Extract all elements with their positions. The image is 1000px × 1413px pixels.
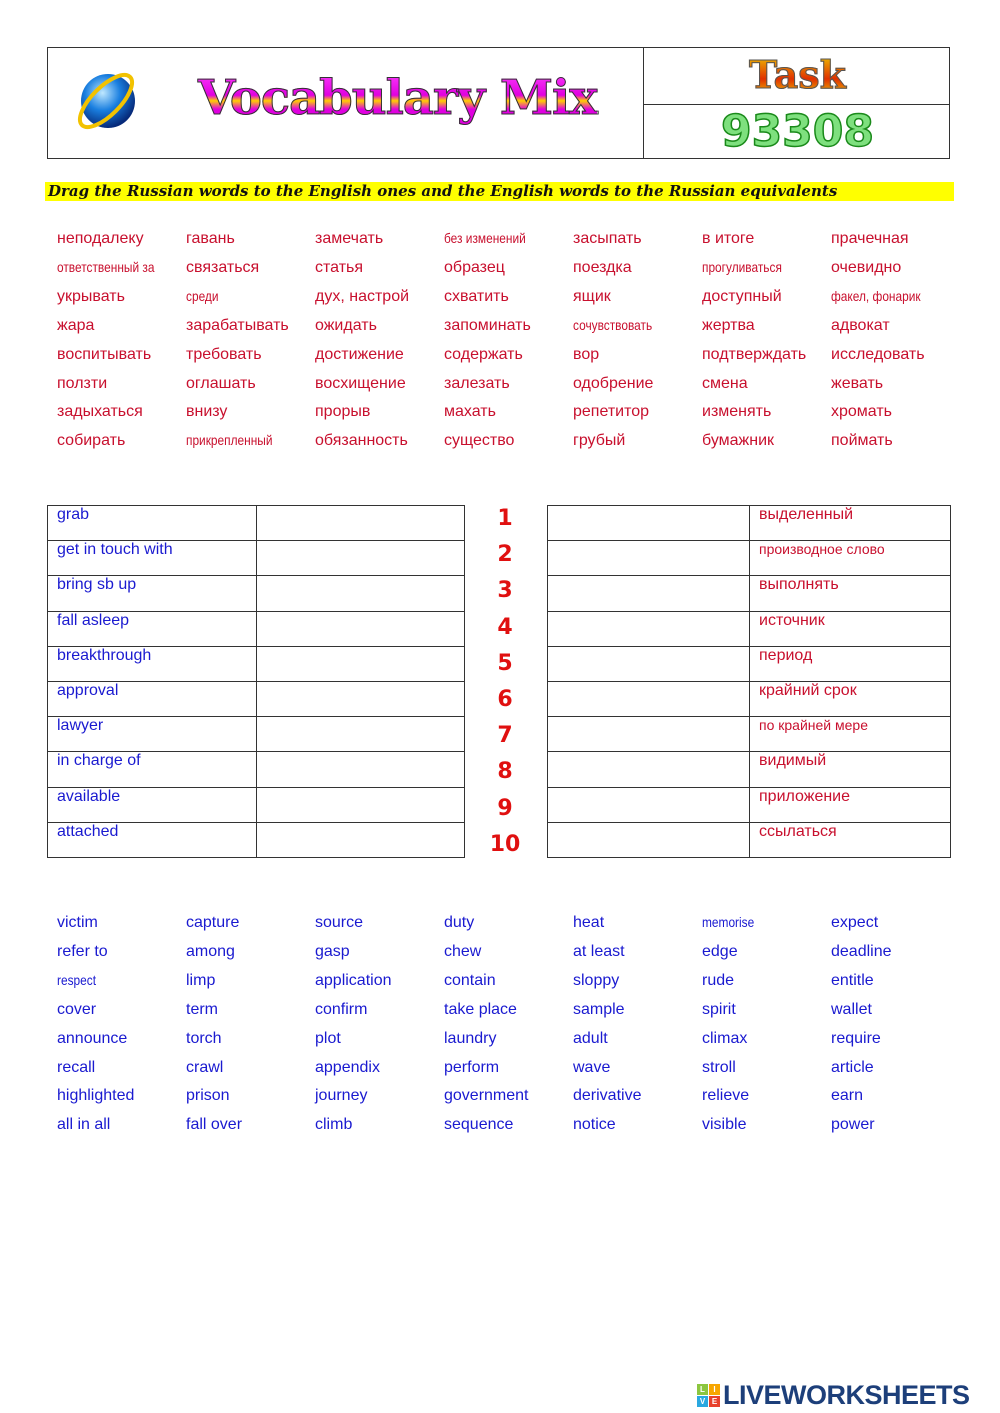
live-badge-icon: [697, 1384, 720, 1407]
table-row: [548, 506, 951, 541]
russian-word-tile[interactable]: дух, настрой: [315, 287, 410, 305]
table-row: [48, 576, 465, 611]
russian-word-tile[interactable]: связаться: [186, 258, 260, 276]
russian-word-tile[interactable]: без изменений: [444, 230, 526, 246]
russian-word: источник: [750, 611, 951, 646]
russian-word: выделенный: [750, 506, 951, 541]
english-word-tile[interactable]: wallet: [831, 1000, 872, 1018]
english-word: grab: [48, 506, 257, 541]
russian-word: производное слово: [750, 541, 951, 576]
drop-zone[interactable]: [257, 787, 465, 822]
english-word-tile[interactable]: sequence: [444, 1116, 514, 1134]
table-row: [548, 752, 951, 787]
russian-word-tile[interactable]: достижение: [315, 345, 404, 363]
drop-zone[interactable]: [257, 576, 465, 611]
russian-word: приложение: [750, 787, 951, 822]
english-word-tile[interactable]: contain: [444, 971, 496, 989]
row-number: 3: [497, 578, 513, 604]
row-number: 7: [497, 723, 513, 749]
russian-word-tile[interactable]: ответственный за: [57, 258, 155, 275]
russian-word-tile[interactable]: образец: [444, 258, 505, 276]
row-number: 9: [497, 795, 513, 821]
english-word-tile[interactable]: deadline: [831, 942, 892, 960]
drop-zone[interactable]: [548, 822, 750, 857]
russian-word-tile[interactable]: вор: [573, 345, 600, 363]
english-word-tile[interactable]: at least: [573, 942, 625, 960]
russian-word-tile[interactable]: грубый: [573, 432, 626, 450]
table-row: [48, 541, 465, 576]
english-word-tile[interactable]: term: [186, 1000, 218, 1018]
english-word-tile[interactable]: rude: [702, 971, 735, 989]
table-row: [548, 541, 951, 576]
english-word-tile[interactable]: fall over: [186, 1116, 243, 1134]
english-word-tile[interactable]: entitle: [831, 971, 874, 989]
drop-zone[interactable]: [257, 646, 465, 681]
russian-word-tile[interactable]: содержать: [444, 345, 523, 363]
english-word-tile[interactable]: stroll: [702, 1058, 736, 1076]
english-word-tile[interactable]: prison: [186, 1087, 230, 1105]
drop-zone[interactable]: [548, 611, 750, 646]
english-word-tile[interactable]: spirit: [702, 1000, 736, 1018]
russian-word-tile[interactable]: смена: [702, 374, 748, 392]
english-word-tile[interactable]: sloppy: [573, 971, 620, 989]
english-word-tile[interactable]: source: [315, 914, 364, 931]
russian-word-tile[interactable]: статья: [315, 258, 364, 276]
english-word-tile[interactable]: perform: [444, 1058, 500, 1076]
russian-word: по крайней мере: [750, 717, 951, 752]
russian-word-tile[interactable]: бумажник: [702, 432, 775, 450]
english-word-tile[interactable]: heat: [573, 914, 605, 931]
badge-letter: V: [697, 1396, 708, 1407]
russian-word-tile[interactable]: запоминать: [444, 316, 531, 334]
english-word-tile[interactable]: article: [831, 1058, 874, 1076]
table-row: [548, 681, 951, 716]
right-match-table: [547, 505, 951, 858]
russian-word-tile[interactable]: замечать: [315, 230, 384, 247]
left-match-table: [47, 505, 465, 858]
russian-word-tile[interactable]: среди: [186, 287, 219, 304]
russian-word-tile[interactable]: залезать: [444, 374, 510, 392]
drop-zone[interactable]: [548, 506, 750, 541]
globe-logo-icon: [70, 68, 142, 134]
table-row: [48, 506, 465, 541]
brand-name: LIVEWORKSHEETS: [723, 1380, 970, 1410]
english-word-tile[interactable]: announce: [57, 1029, 128, 1047]
russian-word-tile[interactable]: очевидно: [831, 258, 902, 276]
english-word-tile[interactable]: plot: [315, 1029, 341, 1047]
russian-word-tile[interactable]: обязанность: [315, 432, 408, 450]
russian-word-tile[interactable]: прорыв: [315, 403, 371, 421]
drop-zone[interactable]: [548, 717, 750, 752]
table-row: [548, 822, 951, 857]
table-row: [548, 717, 951, 752]
english-word-tile[interactable]: government: [444, 1087, 529, 1105]
english-word-tile[interactable]: all in all: [57, 1116, 111, 1134]
english-word-tile[interactable]: journey: [315, 1087, 368, 1105]
english-word-tile[interactable]: derivative: [573, 1087, 642, 1105]
drop-zone[interactable]: [548, 787, 750, 822]
row-number: 2: [497, 542, 513, 568]
drop-zone[interactable]: [257, 541, 465, 576]
english-word-tile[interactable]: laundry: [444, 1029, 497, 1047]
worksheet-title: Vocabulary Mix: [198, 70, 597, 126]
russian-word-tile[interactable]: сочувствовать: [573, 316, 653, 333]
russian-word-tile[interactable]: факел, фонарик: [831, 287, 921, 304]
english-word: lawyer: [48, 717, 257, 752]
english-word: fall asleep: [48, 611, 257, 646]
table-row: [548, 787, 951, 822]
drop-zone[interactable]: [548, 576, 750, 611]
english-word-tile[interactable]: duty: [444, 914, 475, 931]
russian-word-tile[interactable]: требовать: [186, 345, 262, 363]
english-word-tile[interactable]: memorise: [702, 914, 755, 930]
english-word-tile[interactable]: among: [186, 942, 235, 960]
english-word-tile[interactable]: require: [831, 1029, 881, 1047]
row-number: 8: [497, 759, 513, 785]
english-word-tile[interactable]: highlighted: [57, 1087, 135, 1105]
english-word-tile[interactable]: chew: [444, 942, 482, 960]
row-number: 4: [497, 614, 513, 640]
russian-word-tile[interactable]: поездка: [573, 258, 632, 276]
russian-word-tile[interactable]: ящик: [573, 287, 611, 305]
russian-word: крайний срок: [750, 681, 951, 716]
task-label: Task: [644, 52, 951, 97]
russian-word-tile[interactable]: зарабатывать: [186, 316, 289, 334]
task-number: 93308: [720, 106, 875, 157]
table-row: [548, 646, 951, 681]
russian-word-tile[interactable]: жара: [57, 316, 95, 334]
russian-word-tile[interactable]: репетитор: [573, 403, 650, 421]
row-number: 10: [489, 831, 521, 857]
russian-word-tile[interactable]: существо: [444, 432, 515, 450]
english-word-tile[interactable]: torch: [186, 1029, 222, 1047]
english-word-tile[interactable]: application: [315, 971, 392, 989]
row-number: 1: [497, 506, 513, 531]
drop-zone[interactable]: [548, 681, 750, 716]
russian-word-tile[interactable]: восхищение: [315, 374, 406, 392]
russian-word-tile[interactable]: схватить: [444, 287, 509, 305]
drop-zone[interactable]: [548, 541, 750, 576]
drop-zone[interactable]: [257, 611, 465, 646]
badge-letter: I: [709, 1384, 720, 1395]
russian-word-tile[interactable]: хромать: [831, 403, 893, 421]
row-number: 6: [497, 687, 513, 712]
english-word-tile[interactable]: earn: [831, 1087, 864, 1105]
russian-word: выполнять: [750, 576, 951, 611]
russian-word-tile[interactable]: прогуливаться: [702, 258, 782, 275]
russian-word-tile[interactable]: жертва: [702, 316, 755, 334]
english-word: approval: [48, 681, 257, 716]
russian-word-tile[interactable]: прачечная: [831, 230, 909, 247]
english-word-tile[interactable]: refer to: [57, 942, 108, 960]
english-word-tile[interactable]: gasp: [315, 942, 350, 960]
english-word-tile[interactable]: crawl: [186, 1058, 224, 1076]
russian-word-tile[interactable]: ожидать: [315, 316, 377, 334]
russian-word-tile[interactable]: задыхаться: [57, 403, 143, 421]
russian-word: период: [750, 646, 951, 681]
english-word-tile[interactable]: visible: [702, 1116, 747, 1134]
russian-word-tile[interactable]: подтверждать: [702, 345, 807, 363]
row-number: 5: [497, 650, 513, 676]
table-row: [48, 717, 465, 752]
russian-word-tile[interactable]: поймать: [831, 432, 893, 450]
russian-word-tile[interactable]: прикрепленный: [186, 432, 273, 449]
russian-word-tile[interactable]: доступный: [702, 287, 782, 305]
russian-word-tile[interactable]: внизу: [186, 403, 228, 421]
russian-word-tile[interactable]: махать: [444, 403, 496, 421]
table-row: [48, 752, 465, 787]
english-word-tile[interactable]: edge: [702, 942, 738, 960]
table-row: [548, 611, 951, 646]
table-row: [48, 681, 465, 716]
russian-word-tile[interactable]: засыпать: [573, 230, 642, 247]
english-word-tile[interactable]: respect: [57, 971, 97, 988]
english-word: bring sb up: [48, 576, 257, 611]
russian-word-tile[interactable]: в итоге: [702, 230, 755, 247]
russian-word-tile[interactable]: ползти: [57, 374, 108, 392]
table-row: [48, 646, 465, 681]
russian-word-tile[interactable]: исследовать: [831, 345, 925, 363]
drop-zone[interactable]: [257, 822, 465, 857]
english-word-tile[interactable]: expect: [831, 914, 879, 931]
russian-word-tile[interactable]: воспитывать: [57, 345, 152, 363]
english-word: get in touch with: [48, 541, 257, 576]
english-word-tile[interactable]: adult: [573, 1029, 608, 1047]
drop-zone[interactable]: [257, 717, 465, 752]
instruction-banner: Drag the Russian words to the English ones and the English words to the Russian equivalents: [45, 182, 954, 201]
drop-zone[interactable]: [548, 752, 750, 787]
english-word-tile[interactable]: recall: [57, 1058, 96, 1076]
english-word-tile[interactable]: climb: [315, 1116, 353, 1134]
russian-word-tile[interactable]: укрывать: [57, 287, 125, 305]
english-word-tile[interactable]: cover: [57, 1000, 97, 1018]
drop-zone[interactable]: [548, 646, 750, 681]
english-word-tile[interactable]: capture: [186, 914, 240, 931]
drop-zone[interactable]: [257, 681, 465, 716]
badge-letter: E: [709, 1396, 720, 1407]
english-word-tile[interactable]: limp: [186, 971, 216, 989]
english-word-tile[interactable]: appendix: [315, 1058, 380, 1076]
drop-zone[interactable]: [257, 506, 465, 541]
table-row: [48, 787, 465, 822]
liveworksheets-logo: [697, 1380, 970, 1411]
english-word-tile[interactable]: take place: [444, 1000, 517, 1018]
english-word-tile[interactable]: wave: [573, 1058, 611, 1076]
english-word: attached: [48, 822, 257, 857]
russian-word-tile[interactable]: неподалеку: [57, 230, 144, 247]
english-word-tile[interactable]: power: [831, 1116, 875, 1134]
english-word-tile[interactable]: climax: [702, 1029, 748, 1047]
table-row: [48, 822, 465, 857]
russian-word-tile[interactable]: жевать: [831, 374, 884, 392]
russian-word: ссылаться: [750, 822, 951, 857]
russian-word-tile[interactable]: адвокат: [831, 316, 890, 334]
russian-word-tile[interactable]: изменять: [702, 403, 772, 421]
english-word-tile[interactable]: sample: [573, 1000, 625, 1018]
russian-word-tile[interactable]: оглашать: [186, 374, 256, 392]
english-word-tile[interactable]: relieve: [702, 1087, 750, 1105]
russian-word-tile[interactable]: одобрение: [573, 374, 654, 392]
english-word: in charge of: [48, 752, 257, 787]
badge-letter: L: [697, 1384, 708, 1395]
english-word: available: [48, 787, 257, 822]
drop-zone[interactable]: [257, 752, 465, 787]
english-word-tile[interactable]: notice: [573, 1116, 616, 1134]
header-box: [47, 47, 950, 159]
english-word-tile[interactable]: confirm: [315, 1000, 368, 1018]
english-word: breakthrough: [48, 646, 257, 681]
russian-word: видимый: [750, 752, 951, 787]
table-row: [48, 611, 465, 646]
russian-word-tile[interactable]: гавань: [186, 230, 235, 247]
english-word-tile[interactable]: victim: [57, 914, 98, 931]
russian-word-tile[interactable]: собирать: [57, 432, 126, 450]
table-row: [548, 576, 951, 611]
